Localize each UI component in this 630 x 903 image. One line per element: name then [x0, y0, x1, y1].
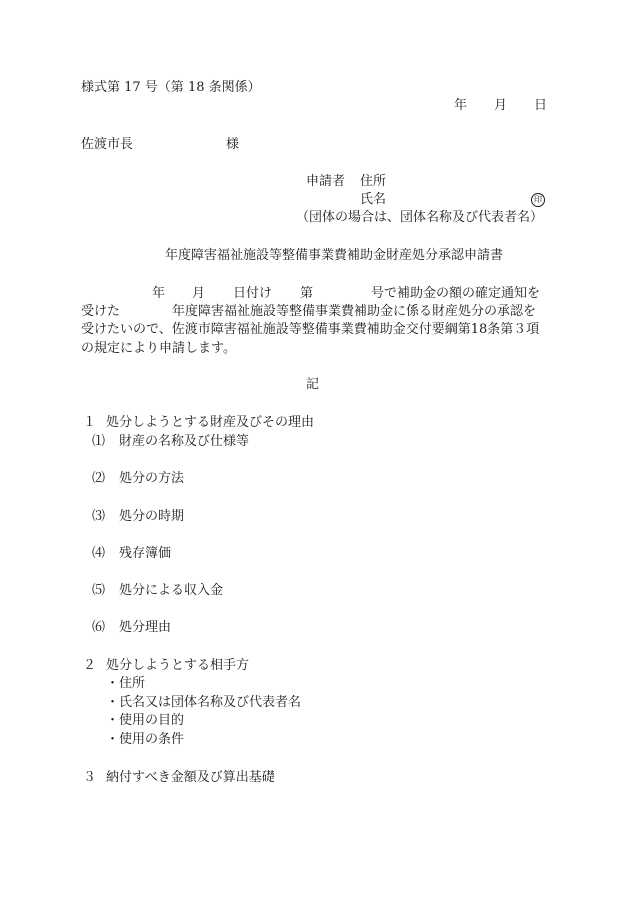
section-1-item-1-text: 財産の名称及び仕様等: [119, 434, 250, 449]
body-line2-rest: 年度障害福祉施設等整備事業費補助金に係る財産処分の承認を: [172, 304, 537, 319]
form-number: 様式第 17 号（第 18 条関係）: [81, 80, 261, 95]
document-title: 年度障害福祉施設等整備事業費補助金財産処分承認申請書: [165, 248, 504, 263]
section-2-number: ２: [83, 658, 97, 673]
section-3-heading: 納付すべき金額及び算出基礎: [106, 770, 275, 785]
section-1-item-3-text: 処分の時期: [119, 509, 185, 524]
section-2-heading: 処分しようとする相手方: [106, 658, 250, 673]
applicant-address-label: 住所: [360, 174, 387, 189]
section-1-item-5-text: 処分による収入金: [119, 583, 224, 598]
section-2-bullet-2: ・氏名又は団体名称及び代表者名: [106, 695, 302, 710]
section-1-item-4-mark: ⑷: [92, 546, 106, 561]
body-year: 年: [152, 286, 166, 301]
applicant-name-label: 氏名: [360, 192, 387, 207]
date-day-label: 日: [534, 98, 548, 113]
section-1-item-4-text: 残存簿価: [119, 546, 172, 561]
body-dai: 第: [300, 286, 314, 301]
section-2-bullet-3: ・使用の目的: [106, 713, 185, 728]
section-1-item-3-mark: ⑶: [92, 509, 106, 524]
seal-mark-icon: 印: [531, 193, 545, 207]
section-1-item-6-text: 処分理由: [119, 620, 172, 635]
ki-mark: 記: [306, 377, 320, 392]
addressee-honorific: 様: [226, 137, 240, 152]
section-2-bullet-1: ・住所: [106, 676, 146, 691]
section-1-item-5-mark: ⑸: [92, 583, 106, 598]
section-3-number: ３: [83, 770, 97, 785]
section-1-heading: 処分しようとする財産及びその理由: [106, 415, 315, 430]
body-day: 日付け: [233, 286, 273, 301]
date-month-label: 月: [494, 98, 508, 113]
body-line1-rest: 号で補助金の額の確定通知を: [371, 286, 541, 301]
body-line2-start: 受けた: [81, 304, 121, 319]
section-1-item-2-mark: ⑵: [92, 471, 106, 486]
section-2-bullet-4: ・使用の条件: [106, 732, 185, 747]
date-year-label: 年: [454, 98, 468, 113]
section-1-item-1-mark: ⑴: [92, 434, 106, 449]
body-month: 月: [192, 286, 206, 301]
body-line4: の規定により申請します。: [81, 341, 236, 356]
section-1-item-2-text: 処分の方法: [119, 471, 185, 486]
applicant-note: （団体の場合は、団体名称及び代表者名）: [296, 210, 544, 225]
body-line3: 受けたいので、佐渡市障害福祉施設等整備事業費補助金交付要綱第18条第３項: [81, 322, 540, 337]
addressee-name: 佐渡市長: [81, 137, 134, 152]
section-1-number: １: [83, 415, 97, 430]
applicant-label: 申請者: [306, 174, 346, 189]
section-1-item-6-mark: ⑹: [92, 620, 106, 635]
